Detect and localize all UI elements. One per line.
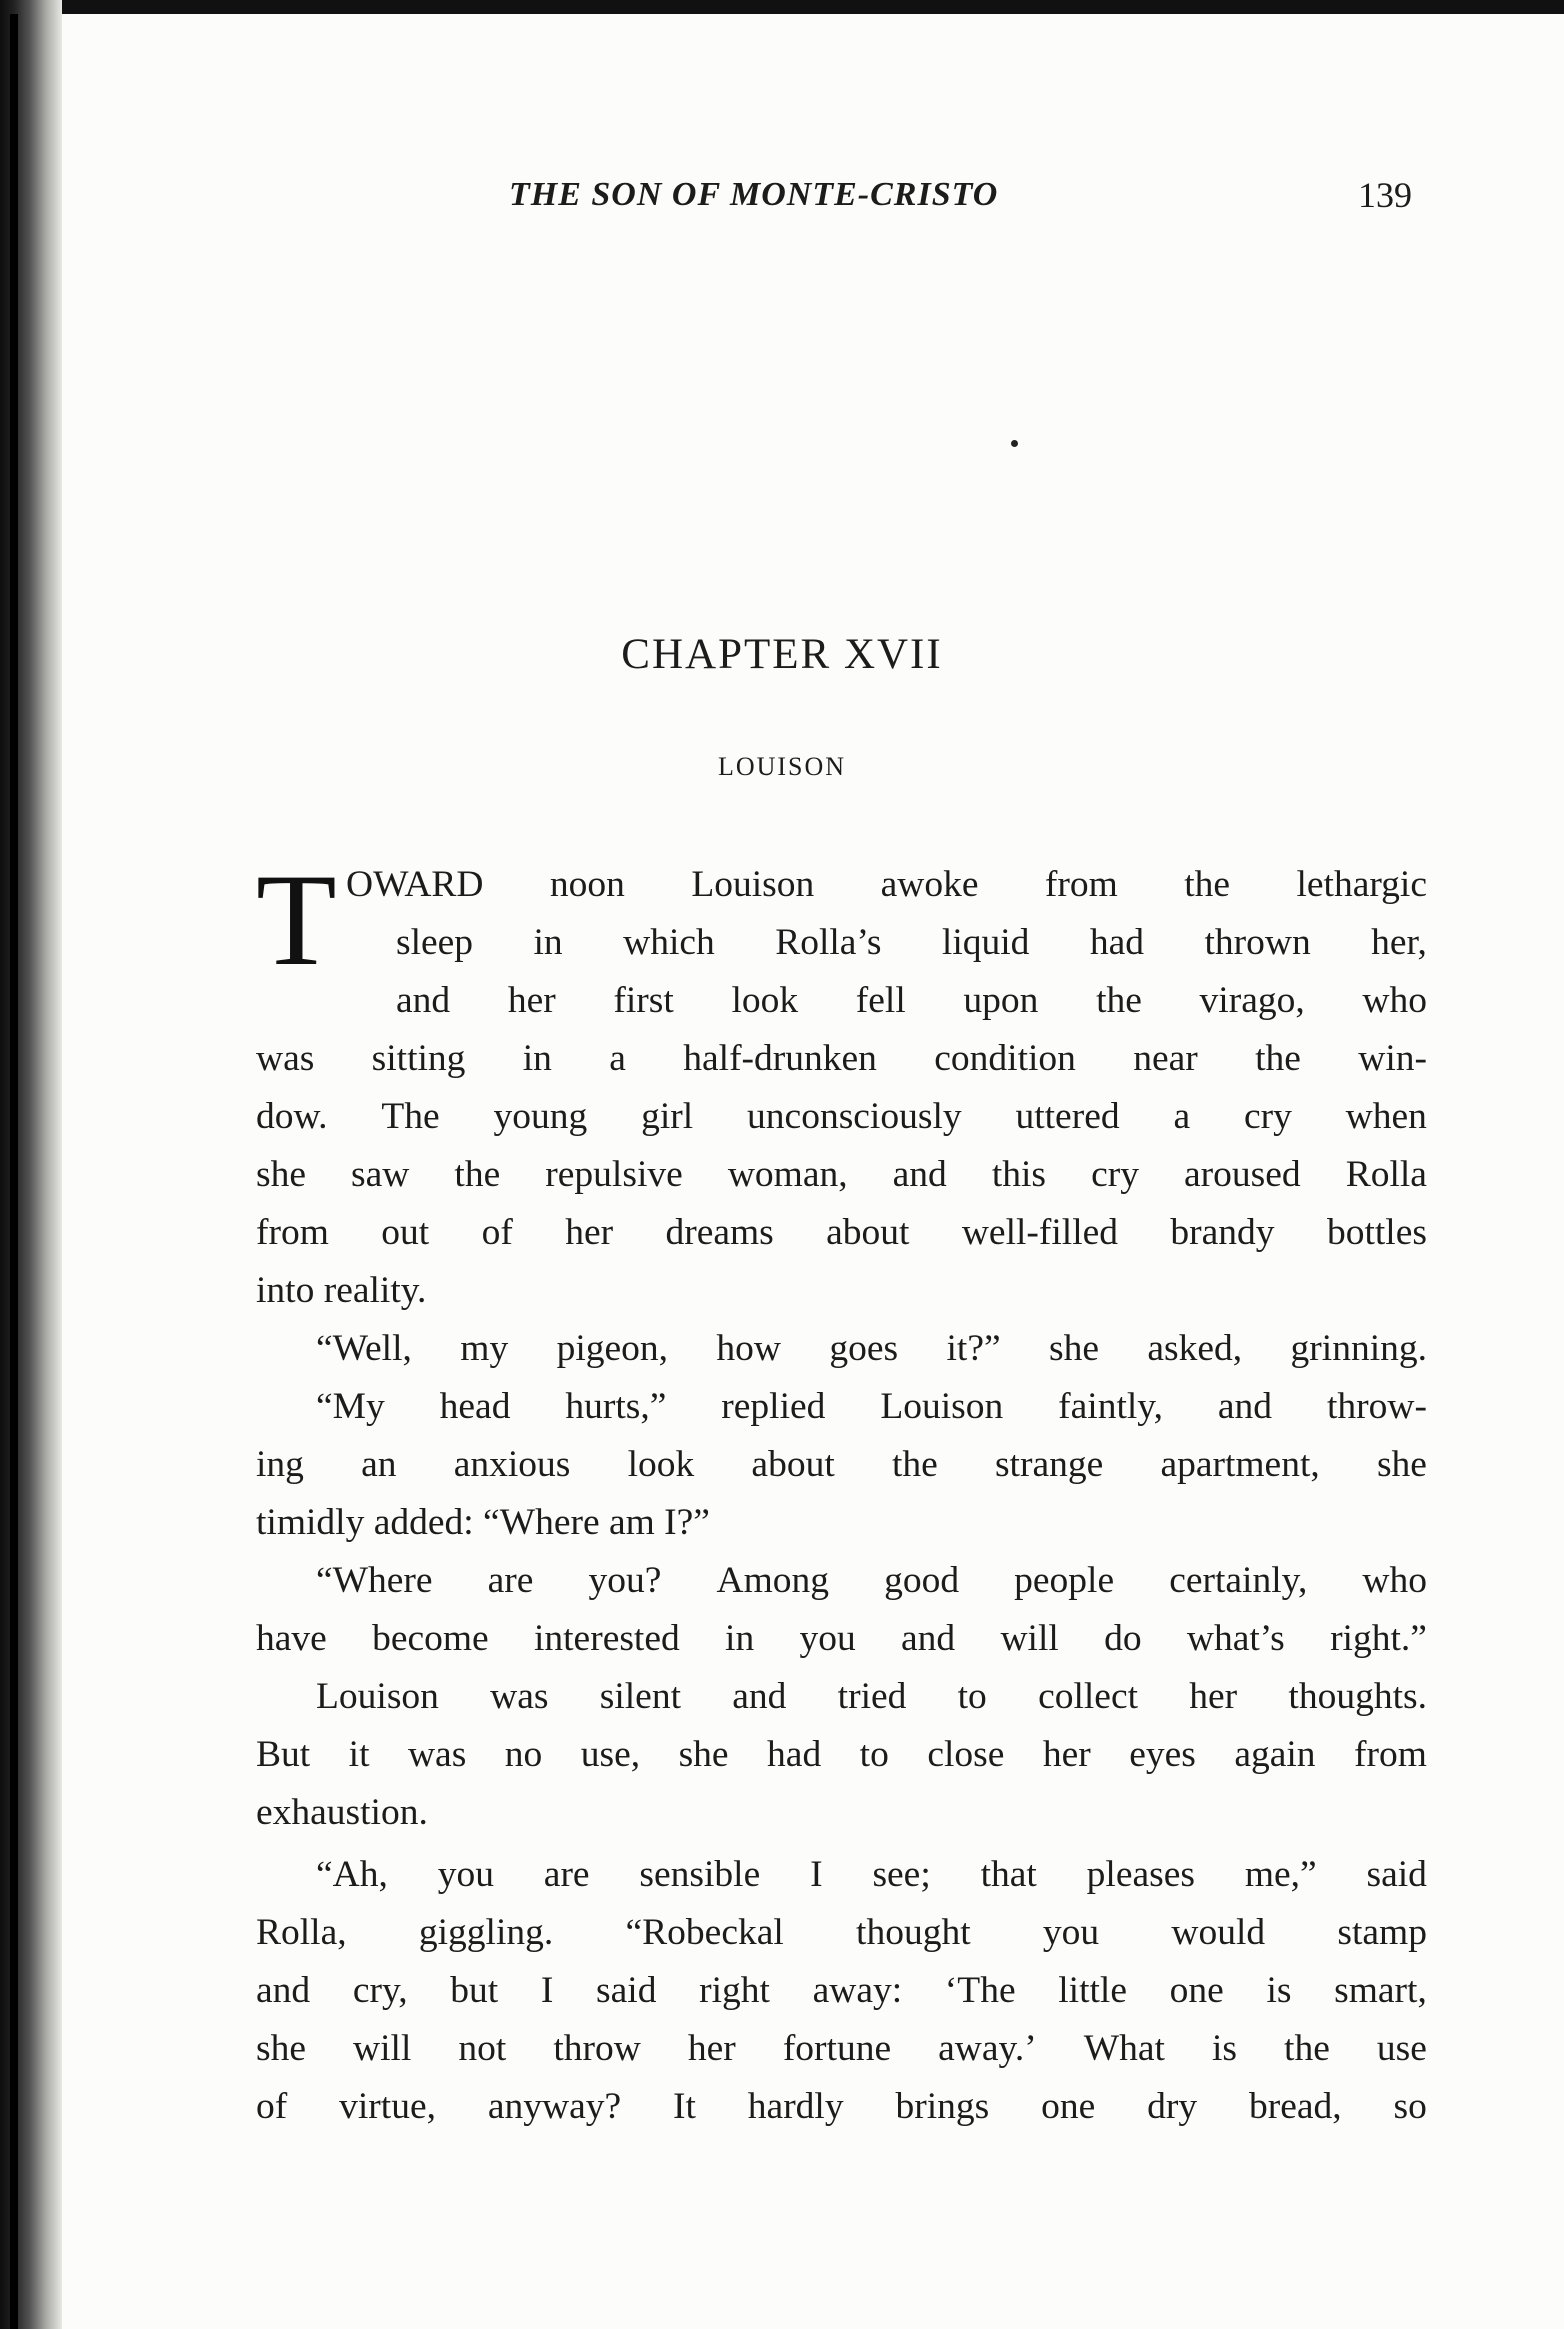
word: a bbox=[1173, 1096, 1191, 1137]
word: so bbox=[1393, 2086, 1427, 2127]
text-line bbox=[316, 1562, 1427, 1600]
word: see; bbox=[872, 1854, 931, 1895]
word: my bbox=[460, 1328, 509, 1369]
word: dreams bbox=[665, 1212, 774, 1253]
word: OWARD bbox=[346, 864, 484, 905]
word: the bbox=[891, 1444, 938, 1485]
word: lethargic bbox=[1296, 864, 1427, 905]
word: in bbox=[533, 922, 563, 963]
text-line bbox=[256, 1214, 1427, 1252]
text-line bbox=[256, 1504, 710, 1542]
word: the bbox=[454, 1154, 501, 1195]
word: she bbox=[1049, 1328, 1100, 1369]
line-text bbox=[256, 1214, 1427, 1252]
word: in bbox=[725, 1618, 755, 1659]
word: her bbox=[1189, 1676, 1238, 1717]
word: “My bbox=[316, 1386, 385, 1427]
word: become bbox=[372, 1618, 489, 1659]
word: of bbox=[256, 2086, 288, 2127]
word: not bbox=[458, 2028, 507, 2069]
text-line bbox=[256, 1156, 1427, 1194]
line-text bbox=[256, 1098, 1427, 1136]
word: interested bbox=[533, 1618, 680, 1659]
word: which bbox=[623, 922, 715, 963]
word: this bbox=[991, 1154, 1047, 1195]
word: giggling. bbox=[418, 1912, 554, 1953]
word: the bbox=[1184, 864, 1231, 905]
word: away: bbox=[812, 1970, 903, 2011]
word: the bbox=[1255, 1038, 1301, 1079]
word: liquid bbox=[941, 922, 1030, 963]
word: replied bbox=[721, 1386, 826, 1427]
word: she bbox=[256, 2028, 306, 2069]
spine-edge-line bbox=[10, 14, 18, 2329]
line-text bbox=[316, 1562, 1427, 1600]
text-line bbox=[256, 1794, 428, 1832]
line-text bbox=[316, 1856, 1427, 1894]
word: cry, bbox=[352, 1970, 408, 2011]
text-line bbox=[396, 924, 1427, 962]
word: bottles bbox=[1326, 1212, 1427, 1253]
word: virtue, bbox=[339, 2086, 436, 2127]
word: certainly, bbox=[1169, 1560, 1308, 1601]
word: silent bbox=[599, 1676, 681, 1717]
text-line bbox=[396, 982, 1427, 1020]
word: and bbox=[892, 1154, 947, 1195]
word: strange bbox=[994, 1444, 1104, 1485]
word: It bbox=[673, 2086, 696, 2127]
word: goes bbox=[829, 1328, 899, 1369]
word: Louison bbox=[316, 1676, 439, 1717]
word: right.” bbox=[1330, 1618, 1427, 1659]
word: throw- bbox=[1326, 1386, 1427, 1427]
line-text bbox=[396, 982, 1427, 1020]
word: to bbox=[859, 1734, 889, 1775]
word: and bbox=[256, 1970, 311, 2011]
line-text bbox=[316, 1388, 1427, 1426]
line-text bbox=[316, 1678, 1427, 1716]
word: first bbox=[613, 980, 674, 1021]
text-line bbox=[256, 1272, 426, 1310]
word: ing bbox=[256, 1444, 304, 1485]
word: “Ah, bbox=[316, 1854, 388, 1895]
line-text: into reality. bbox=[256, 1270, 427, 1311]
line-text: timidly added: “Where am I?” bbox=[256, 1502, 710, 1543]
word: eyes bbox=[1129, 1734, 1196, 1775]
word: use, bbox=[580, 1734, 641, 1775]
word: pigeon, bbox=[556, 1328, 669, 1369]
text-line bbox=[316, 1856, 1427, 1894]
word: an bbox=[361, 1444, 397, 1485]
word: awoke bbox=[880, 864, 979, 905]
word: half-drunken bbox=[683, 1038, 877, 1079]
word: use bbox=[1376, 2028, 1427, 2069]
word: look bbox=[731, 980, 799, 1021]
word: anyway? bbox=[487, 2086, 622, 2127]
word: again bbox=[1234, 1734, 1316, 1775]
word: but bbox=[450, 1970, 499, 2011]
line-text bbox=[256, 1040, 1427, 1078]
word: ‘The bbox=[944, 1970, 1016, 2011]
word: “Where bbox=[316, 1560, 433, 1601]
line-text bbox=[256, 1914, 1427, 1952]
word: the bbox=[1284, 2028, 1330, 2069]
word: repulsive bbox=[545, 1154, 683, 1195]
drop-cap: T bbox=[256, 846, 337, 993]
print-speck bbox=[1011, 440, 1018, 447]
word: you bbox=[1042, 1912, 1100, 1953]
word: no bbox=[504, 1734, 543, 1775]
word: her bbox=[507, 980, 556, 1021]
word: her bbox=[687, 2028, 736, 2069]
word: sensible bbox=[639, 1854, 761, 1895]
word: dow. bbox=[256, 1096, 328, 1137]
word: what’s bbox=[1186, 1618, 1285, 1659]
word: “Well, bbox=[316, 1328, 412, 1369]
word: one bbox=[1169, 1970, 1224, 2011]
word: a bbox=[609, 1038, 626, 1079]
word: woman, bbox=[727, 1154, 848, 1195]
line-text bbox=[256, 1446, 1427, 1484]
word: right bbox=[699, 1970, 770, 2011]
word: little bbox=[1058, 1970, 1127, 2011]
text-line bbox=[256, 2088, 1427, 2126]
word: and bbox=[1217, 1386, 1273, 1427]
word: I bbox=[810, 1854, 823, 1895]
word: she bbox=[256, 1154, 306, 1195]
word: away.’ bbox=[938, 2028, 1037, 2069]
word: out bbox=[381, 1212, 430, 1253]
word: But bbox=[256, 1734, 311, 1775]
word: Rolla’s bbox=[775, 922, 882, 963]
line-text bbox=[396, 924, 1427, 962]
scan-top-edge bbox=[0, 0, 1564, 14]
word: uttered bbox=[1015, 1096, 1120, 1137]
chapter-subtitle: LOUISON bbox=[717, 752, 847, 781]
text-line bbox=[256, 1040, 1427, 1078]
word: from bbox=[1354, 1734, 1427, 1775]
word: said bbox=[596, 1970, 657, 2011]
word: well-filled bbox=[961, 1212, 1119, 1253]
word: is bbox=[1211, 2028, 1237, 2069]
word: grinning. bbox=[1290, 1328, 1427, 1369]
line-text bbox=[256, 1736, 1427, 1774]
word: one bbox=[1041, 2086, 1096, 2127]
word: collect bbox=[1038, 1676, 1139, 1717]
word: Rolla bbox=[1345, 1154, 1427, 1195]
word: how bbox=[716, 1328, 781, 1369]
word: sleep bbox=[396, 922, 474, 963]
word: cry bbox=[1091, 1154, 1139, 1195]
word: look bbox=[627, 1444, 695, 1485]
word: people bbox=[1014, 1560, 1115, 1601]
word: faintly, bbox=[1058, 1386, 1163, 1427]
word: will bbox=[1000, 1618, 1059, 1659]
line-text bbox=[256, 1620, 1427, 1658]
word: are bbox=[487, 1560, 534, 1601]
line-text bbox=[256, 2030, 1427, 2068]
line-text bbox=[256, 1972, 1427, 2010]
word: anxious bbox=[453, 1444, 571, 1485]
word: she bbox=[1376, 1444, 1427, 1485]
word: stamp bbox=[1337, 1912, 1427, 1953]
word: you bbox=[799, 1618, 856, 1659]
word: do bbox=[1104, 1618, 1142, 1659]
word: have bbox=[256, 1618, 327, 1659]
word: asked, bbox=[1147, 1328, 1243, 1369]
word: Louison bbox=[691, 864, 815, 905]
word: to bbox=[957, 1676, 987, 1717]
word: girl bbox=[641, 1096, 694, 1137]
word: in bbox=[522, 1038, 552, 1079]
line-text bbox=[346, 866, 1427, 904]
word: dry bbox=[1147, 2086, 1198, 2127]
running-head: THE SON OF MONTE-CRISTO bbox=[509, 176, 999, 213]
word: thought bbox=[856, 1912, 971, 1953]
word: “Robeckal bbox=[625, 1912, 784, 1953]
word: win- bbox=[1358, 1038, 1427, 1079]
text-line bbox=[256, 2030, 1427, 2068]
word: apartment, bbox=[1160, 1444, 1320, 1485]
word: fell bbox=[855, 980, 906, 1021]
word: young bbox=[493, 1096, 588, 1137]
word: smart, bbox=[1334, 1970, 1427, 2011]
text-line bbox=[256, 1972, 1427, 2010]
word: me,” bbox=[1244, 1854, 1317, 1895]
line-text: exhaustion. bbox=[256, 1792, 428, 1833]
word: upon bbox=[963, 980, 1039, 1021]
text-line bbox=[256, 1620, 1427, 1658]
word: Louison bbox=[880, 1386, 1004, 1427]
text-line bbox=[316, 1388, 1427, 1426]
text-line bbox=[316, 1330, 1427, 1368]
word: virago, bbox=[1199, 980, 1305, 1021]
word: Among bbox=[716, 1560, 829, 1601]
word: that bbox=[980, 1854, 1037, 1895]
text-line bbox=[256, 1098, 1427, 1136]
word: condition bbox=[934, 1038, 1076, 1079]
word: her, bbox=[1371, 922, 1427, 963]
line-text bbox=[256, 1156, 1427, 1194]
word: was bbox=[407, 1734, 467, 1775]
word: about bbox=[751, 1444, 835, 1485]
word: near bbox=[1133, 1038, 1198, 1079]
word: saw bbox=[351, 1154, 410, 1195]
word: had bbox=[1089, 922, 1145, 963]
word: will bbox=[353, 2028, 412, 2069]
word: would bbox=[1171, 1912, 1266, 1953]
word: unconsciously bbox=[747, 1096, 962, 1137]
word: and bbox=[396, 980, 451, 1021]
word: close bbox=[927, 1734, 1005, 1775]
word: had bbox=[767, 1734, 822, 1775]
word: brandy bbox=[1170, 1212, 1275, 1253]
word: hurts,” bbox=[565, 1386, 667, 1427]
word: aroused bbox=[1184, 1154, 1301, 1195]
word: when bbox=[1345, 1096, 1427, 1137]
word: the bbox=[1096, 980, 1142, 1021]
page-number: 139 bbox=[1358, 175, 1412, 215]
word: bread, bbox=[1249, 2086, 1342, 2127]
word: cry bbox=[1243, 1096, 1292, 1137]
word: of bbox=[481, 1212, 513, 1253]
word: throw bbox=[553, 2028, 641, 2069]
word: about bbox=[826, 1212, 910, 1253]
word: was bbox=[256, 1038, 315, 1079]
text-line bbox=[346, 866, 1427, 904]
word: What bbox=[1083, 2028, 1165, 2069]
word: thoughts. bbox=[1288, 1676, 1427, 1717]
text-line bbox=[316, 1678, 1427, 1716]
word: sitting bbox=[371, 1038, 466, 1079]
line-text bbox=[256, 2088, 1427, 2126]
text-line bbox=[256, 1446, 1427, 1484]
word: you bbox=[437, 1854, 494, 1895]
text-line bbox=[256, 1736, 1427, 1774]
chapter-title: CHAPTER XVII bbox=[621, 631, 943, 678]
word: head bbox=[439, 1386, 511, 1427]
word: was bbox=[490, 1676, 549, 1717]
word: who bbox=[1362, 1560, 1427, 1601]
word: The bbox=[381, 1096, 440, 1137]
word: it?” bbox=[946, 1328, 1001, 1369]
text-line bbox=[256, 1914, 1427, 1952]
word: fortune bbox=[782, 2028, 892, 2069]
word: I bbox=[540, 1970, 554, 2011]
word: her bbox=[565, 1212, 614, 1253]
word: and bbox=[901, 1618, 956, 1659]
word: good bbox=[884, 1560, 960, 1601]
word: who bbox=[1362, 980, 1427, 1021]
word: from bbox=[256, 1212, 329, 1253]
word: Rolla, bbox=[256, 1912, 347, 1953]
word: pleases bbox=[1086, 1854, 1195, 1895]
word: said bbox=[1366, 1854, 1427, 1895]
word: you? bbox=[588, 1560, 662, 1601]
word: from bbox=[1044, 864, 1118, 905]
word: are bbox=[543, 1854, 590, 1895]
word: is bbox=[1266, 1970, 1292, 2011]
word: brings bbox=[895, 2086, 990, 2127]
word: thrown bbox=[1204, 922, 1311, 963]
word: noon bbox=[549, 864, 625, 905]
line-text bbox=[316, 1330, 1427, 1368]
word: and bbox=[732, 1676, 787, 1717]
word: she bbox=[678, 1734, 729, 1775]
word: tried bbox=[837, 1676, 907, 1717]
word: it bbox=[348, 1734, 370, 1775]
word: her bbox=[1042, 1734, 1091, 1775]
word: hardly bbox=[747, 2086, 844, 2127]
